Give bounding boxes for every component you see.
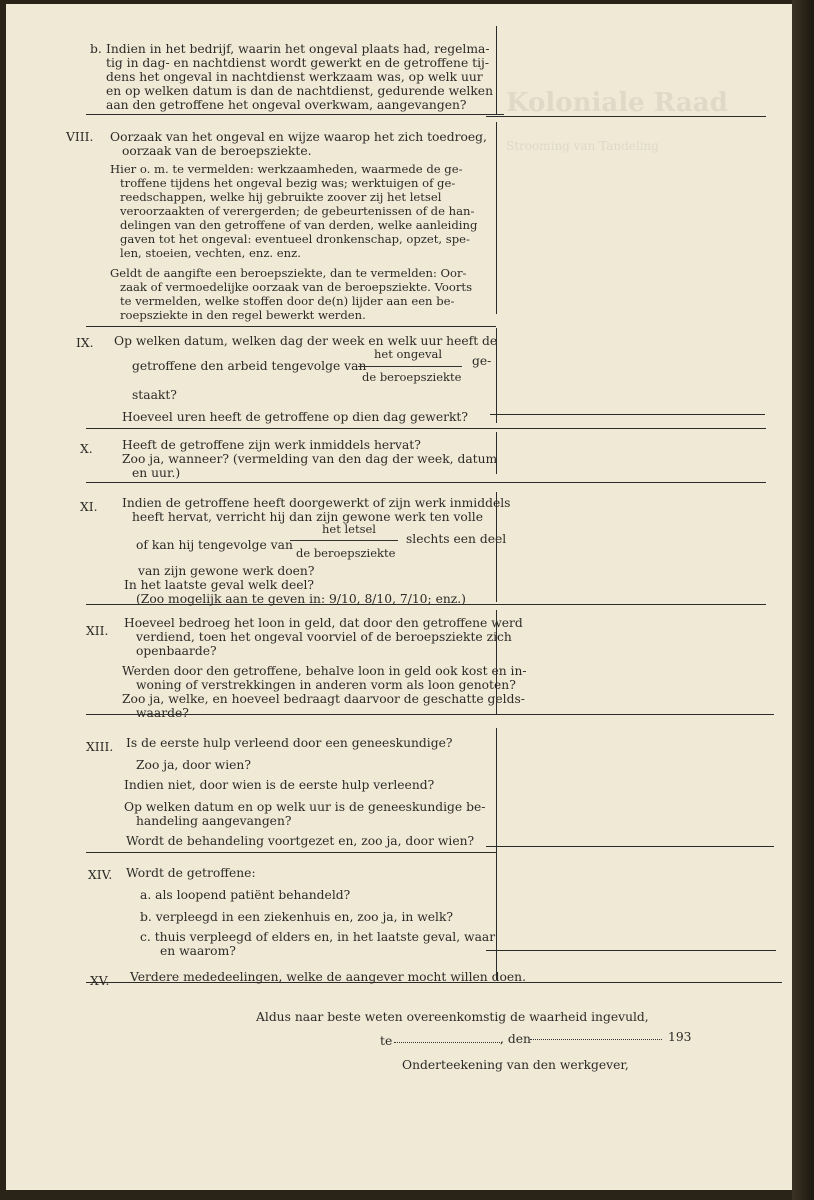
- section-xi-question: of kan hij tengevolge van: [136, 538, 293, 552]
- section-b-line: aan den getroffene het ongeval overkwam, aangevangen?: [106, 98, 467, 112]
- section-xiii-question: Indien niet, door wien is de eerste hulp verleend?: [124, 778, 435, 792]
- section-ix-question: getroffene den arbeid tengevolge van: [132, 359, 367, 373]
- section-xiv-option-b: b. verpleegd in een ziekenhuis en, zoo ja, in welk?: [140, 910, 453, 924]
- section-xii-question: openbaarde?: [136, 644, 217, 658]
- section-b-line: en op welken datum is dan de nachtdienst, gedurende welken: [106, 84, 493, 98]
- section-xi-question: slechts een deel: [406, 532, 507, 546]
- section-xii-number: XII.: [86, 624, 109, 638]
- book-edge: [792, 0, 814, 1200]
- row-separator: [486, 116, 766, 117]
- section-viii-number: VIII.: [66, 130, 94, 144]
- section-xii-question: Zoo ja, welke, en hoeveel bedraagt daarvoor de geschatte gelds-: [122, 692, 525, 706]
- section-viii-note: troffene tijdens het ongeval bezig was; werktuigen of ge-: [120, 176, 456, 190]
- section-b-label: b.: [90, 42, 102, 56]
- section-xii-question: Werden door den getroffene, behalve loon in geld ook kost en in-: [122, 664, 527, 678]
- row-separator: [486, 950, 776, 951]
- section-xi-question: Indien de getroffene heeft doorgewerkt of zijn werk inmiddels: [122, 496, 511, 510]
- place-field[interactable]: [394, 1042, 502, 1043]
- fraction-option-disease: de beroepsziekte: [296, 546, 396, 560]
- section-xv-number: XV.: [90, 974, 110, 988]
- date-field[interactable]: [530, 1039, 662, 1040]
- section-x-question: Zoo ja, wanneer? (vermelding van den dag der week, datum: [122, 452, 498, 466]
- section-viii-note: Hier o. m. te vermelden: werkzaamheden, waarmede de ge-: [110, 162, 463, 176]
- section-xiii-question: handeling aangevangen?: [136, 814, 292, 828]
- section-xiv-option-c: c. thuis verpleegd of elders en, in het laatste geval, waar: [140, 930, 496, 944]
- row-separator: [86, 114, 504, 115]
- section-xi-number: XI.: [80, 500, 98, 514]
- section-xii-question: woning of verstrekkingen in anderen vorm als loon genoten?: [136, 678, 516, 692]
- section-xiii-question: Wordt de behandeling voortgezet en, zoo ja, door wien?: [126, 834, 475, 848]
- section-xi-question: In het laatste geval welk deel?: [124, 578, 315, 592]
- section-x-question: Heeft de getroffene zijn werk inmiddels hervat?: [122, 438, 421, 452]
- fraction-bar: [290, 540, 398, 541]
- section-ix-question: ge-: [472, 354, 492, 368]
- row-separator: [86, 428, 766, 429]
- section-ix-number: IX.: [76, 336, 94, 350]
- section-b-line: tig in dag- en nachtdienst wordt gewerkt en de getroffene tij-: [106, 56, 489, 70]
- section-xii-question: verdiend, toen het ongeval voorviel of de beroepsziekte zich: [136, 630, 512, 644]
- date-label: , den: [500, 1032, 531, 1046]
- section-xii-question: Hoeveel bedroeg het loon in geld, dat door den getroffene werd: [124, 616, 523, 630]
- section-x-question: en uur.): [132, 466, 181, 480]
- section-xi-question: van zijn gewone werk doen?: [138, 564, 315, 578]
- fraction-option-disease: de beroepsziekte: [362, 370, 462, 384]
- section-viii-note: zaak of vermoedelijke oorzaak van de beroepsziekte. Voorts: [120, 280, 473, 294]
- year-label: 193: [668, 1030, 692, 1044]
- section-viii-note: Geldt de aangifte een beroepsziekte, dan te vermelden: Oor-: [110, 266, 467, 280]
- column-divider: [496, 26, 497, 114]
- section-b-line: dens het ongeval in nachtdienst werkzaam was, op welk uur: [106, 70, 483, 84]
- place-label: te: [380, 1034, 393, 1048]
- section-viii-note: delingen van den getroffene of van derden, welke aanleiding: [120, 218, 478, 232]
- section-viii-question: Oorzaak van het ongeval en wijze waarop het zich toedroeg,: [110, 130, 487, 144]
- row-separator: [86, 714, 774, 715]
- section-xiv-number: XIV.: [88, 868, 113, 882]
- section-viii-note: len, stoeien, vechten, enz. enz.: [120, 246, 301, 260]
- section-ix-question: Op welken datum, welken dag der week en welk uur heeft de: [114, 334, 498, 348]
- fraction-option-injury: het letsel: [322, 522, 376, 536]
- row-separator: [86, 852, 496, 853]
- section-viii-note: veroorzaakten of verergerden; de gebeurtenissen of de han-: [120, 204, 475, 218]
- signature-label: Onderteekening van den werkgever,: [402, 1058, 629, 1072]
- column-divider: [496, 728, 497, 980]
- section-xv-question: Verdere mededeelingen, welke de aangever mocht willen doen.: [130, 970, 527, 984]
- section-xiii-question: Op welken datum en op welk uur is de geneeskundige be-: [124, 800, 486, 814]
- row-separator: [86, 326, 496, 327]
- section-b-line: Indien in het bedrijf, waarin het ongeval plaats had, regelma-: [106, 42, 490, 56]
- column-divider: [496, 122, 497, 314]
- section-xiii-question: Zoo ja, door wien?: [136, 758, 251, 772]
- section-xiii-number: XIII.: [86, 740, 114, 754]
- section-xiii-question: Is de eerste hulp verleend door een geneeskundige?: [126, 736, 453, 750]
- section-viii-note: gaven tot het ongeval: eventueel dronkenschap, opzet, spe-: [120, 232, 470, 246]
- section-xiv-question: Wordt de getroffene:: [126, 866, 256, 880]
- section-viii-note: roepsziekte in den regel bewerkt werden.: [120, 308, 366, 322]
- section-viii-question: oorzaak van de beroepsziekte.: [122, 144, 312, 158]
- section-xi-question: (Zoo mogelijk aan te geven in: 9/10, 8/10, 7/10; enz.): [136, 592, 466, 606]
- fraction-option-accident: het ongeval: [374, 347, 443, 361]
- section-xiv-option-a: a. als loopend patiënt behandeld?: [140, 888, 351, 902]
- bleed-through-text: Koloniale Raad Strooming van Tandeling: [506, 88, 728, 153]
- section-xiv-option-c: en waarom?: [160, 944, 236, 958]
- certification-line: Aldus naar beste weten overeenkomstig de waarheid ingevuld,: [256, 1010, 649, 1024]
- fraction-bar: [358, 366, 462, 367]
- section-xii-question: waarde?: [136, 706, 189, 720]
- form-page: [6, 4, 792, 1190]
- section-ix-question: Hoeveel uren heeft de getroffene op dien dag gewerkt?: [122, 410, 468, 424]
- row-separator: [490, 414, 765, 415]
- section-xi-question: heeft hervat, verricht hij dan zijn gewone werk ten volle: [132, 510, 483, 524]
- row-separator: [86, 482, 766, 483]
- section-x-number: X.: [80, 442, 93, 456]
- section-ix-question: staakt?: [132, 388, 177, 402]
- row-separator: [486, 846, 774, 847]
- section-viii-note: reedschappen, welke hij gebruikte zoover zij het letsel: [120, 190, 442, 204]
- section-viii-note: te vermelden, welke stoffen door de(n) lijder aan een be-: [120, 294, 455, 308]
